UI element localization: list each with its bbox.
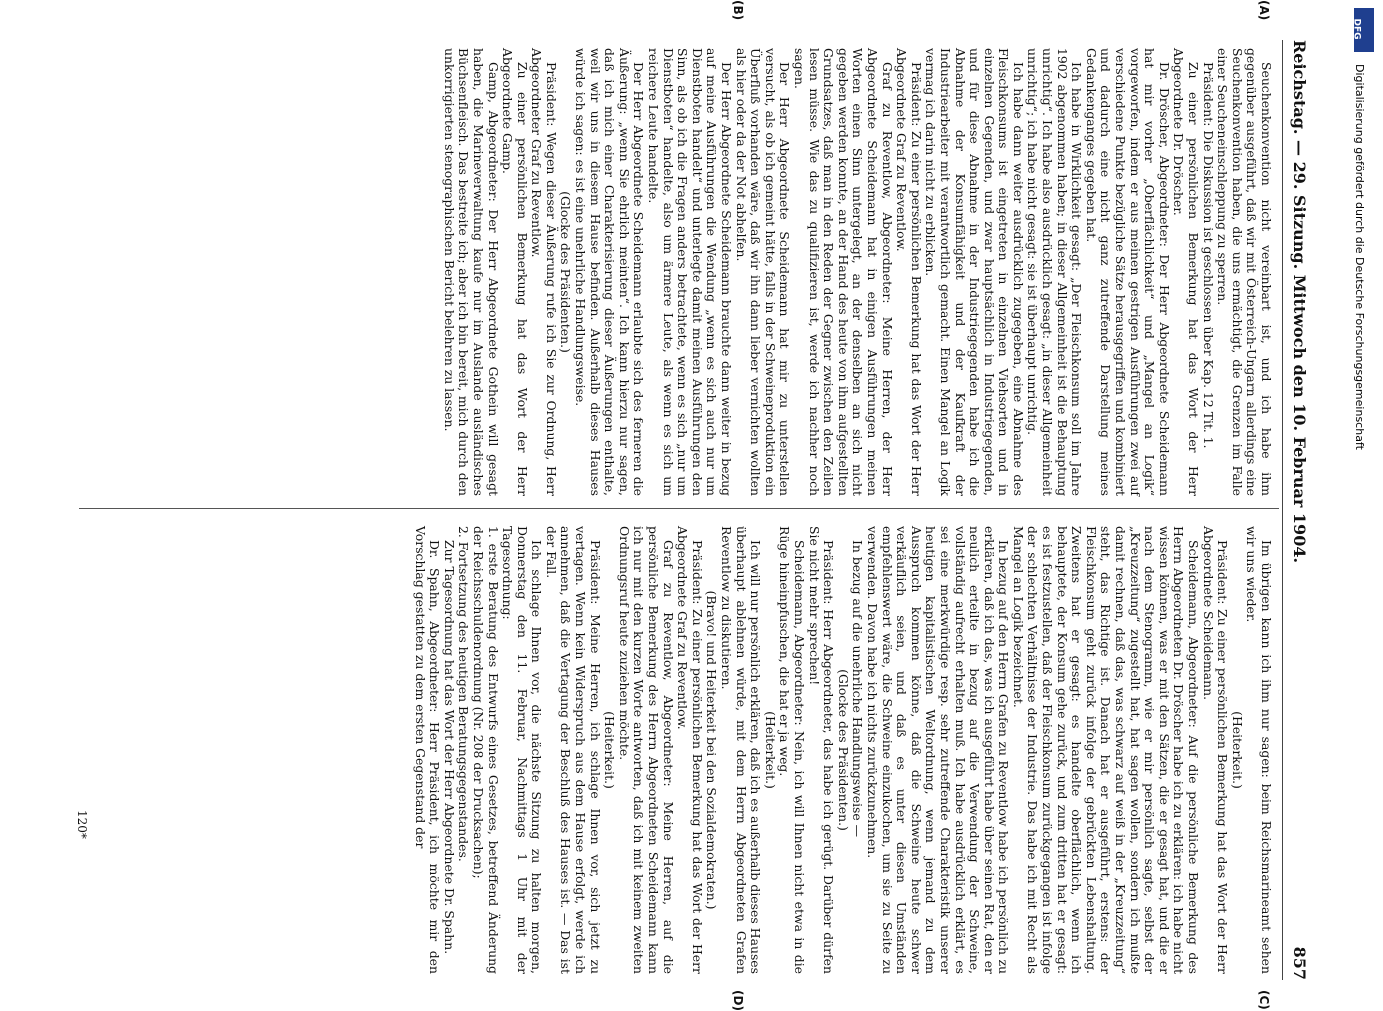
page-number: 857: [1290, 946, 1309, 980]
paragraph: Präsident: Zu einer persönlichen Bemerkung hat das Wort der Herr Abgeordnete Graf zu Reventlow.: [894, 48, 924, 496]
paragraph: Im übrigen kann ich ihm nur sagen: beim Reichsmarineamt sehen wir uns wieder.: [1244, 526, 1274, 974]
digitization-sidebar: [1352, 8, 1378, 708]
paragraph: Seuchenkonvention nicht vereinbart ist, und ich habe ihm gegenüber ausgeführt, daß wir mit Österreich-Ungarn allerdings eine Seuchenkonvention haben, die uns ermächtigt, die Grenzen im Falle einer Seucheneinschleppung zu sperren.: [1215, 48, 1274, 496]
paragraph: Scheidemann, Abgeordneter: Nein, ich will Ihnen nicht etwa in die Rüge hineinpfuschen, die hat er ja weg.: [777, 526, 807, 974]
header-rule: [1282, 40, 1283, 980]
paragraph: Dr. Dröscher, Abgeordneter: Der Herr Abgeordnete Scheidemann hat mir vorher „Oberflächlichkeit“ und „Mangel an Logik“ vorgeworfen, indem er aus meinen gestrigen Ausführungen zwei auf verschiedene Punkte bezügliche Sätze herausgegriffen und kombiniert und dadurch eine nicht ganz zutreffende Darstellung meines Gedankenganges gegeben hat.: [1083, 48, 1172, 496]
paragraph: (Heiterkeit.): [602, 711, 618, 789]
paragraph: In bezug auf den Herrn Grafen zu Reventlow habe ich persönlich zu erklären, daß ich das, was ich ausgeführt habe über seinen Rat, den er neulich erteilte in bezug auf die Verwendung der Schweine, vollständig aufrecht erhalten muß. Ich habe ausdrücklich erklärt, es sei eine merkwürdige resp. sehr zutreffende Charakteristik unserer heutigen kapitalistischen Weltordnung, wenn jemand zu dem Ausspruch kommen könne, daß die Schweine heute schwer verkäuflich seien, und daß es unter diesen Umständen empfehlenswert wäre, die Schweine einzukochen, um sie zu Seite zu verwenden. Davon habe ich nichts zurückzunehmen.: [864, 526, 1012, 974]
paragraph: Präsident: Zu einer persönlichen Bemerkung hat das Wort der Herr Abgeordnete Graf zu Reventlow.: [675, 526, 705, 974]
paragraph: Ich will nur persönlich erklären, daß ich es außerhalb dieses Hauses überhaupt ablehnen würde, mit dem Herrn Abgeordneten Grafen Reventlow zu diskutieren.: [719, 526, 764, 974]
signature-mark: 120*: [75, 810, 89, 839]
paragraph: In bezug auf die unehrliche Handlungsweise —: [850, 540, 866, 838]
paragraph: (Bravo! und Heiterkeit bei den Sozialdemokraten.): [704, 590, 720, 910]
header-title: Reichstag. — 29. Sitzung. Mittwoch den 10. Februar 1904.: [1290, 40, 1309, 564]
paragraph: Scheidemann, Abgeordneter: Auf die persönliche Bemerkung des Herrn Abgeordneten Dr. Dröscher habe ich zu erklären: ich habe nicht wissen können, was er mit den Sätzen, die er gesagt hat, und die er nach dem Stenogramm, wie er mir persönlich sagte, selbst der „Kreuzzeitung“ zugestellt hat, hat sagen wollen, sondern ich mußte damit rechnen, daß das, was schwarz auf weiß in der „Kreuzzeitung“ steht, das Richtige ist. Danach hat er ausgeführt, erstens: der Fleischkonsum geht zurück infolge der gebrückten Lebenshaltung. Zweitens hat er gesagt: es handelte oberflächlich, wenn ich behauptete, der Konsum gehe zurück, und zum dritten hat er gesagt: es ist festzustellen, daß der Fleischkonsum zurückgegangen ist infolge der schlechten Verhältnisse der Industrie. Das habe ich mit Recht als Mangel an Logik bezeichnet.: [1010, 526, 1202, 974]
paragraph: (Heiterkeit.): [1229, 711, 1245, 789]
rotated-document-page: [25, 0, 1315, 1011]
paragraph: Gamp, Abgeordneter: Der Herr Abgeordnete Gothein will gesagt haben, die Marineverwaltung kaufe nur im Auslande ausländisches Büchsenfleisch. Das bestreite ich; aber ich bin bereit, mich durch den unkorrigierten stenographischen Bericht belehren zu lassen.: [441, 48, 501, 496]
paragraph: Graf zu Reventlow, Abgeordneter: Meine Herren, der Herr Abgeordnete Scheidemann hat in einigen Ausführungen meinen Worten einen Sinn untergelegt, an der denselben an sich nicht gegeben werden konnte, an der Hand des heute von ihm aufgestellten Grundsatzes, daß man in den Reden der Gegner zwischen den Zeilen lesen müsse. Wie das zu qualifizieren ist, werde ich nachher noch sagen.: [792, 48, 895, 496]
paragraph: 1. erste Beratung des Entwurfs eines Gesetzes, betreffend Änderung der Reichsschuldenordnung (Nr. 208 der Drucksachen);: [470, 526, 501, 974]
paragraph: Ich schlage Ihnen vor, die nächste Sitzung zu halten morgen, Donnerstag den 11. Februar, Nachmittags 1 Uhr mit der Tagesordnung:: [500, 526, 545, 974]
paragraph: Zu einer persönlichen Bemerkung hat das Wort der Herr Abgeordnete Dr. Dröscher.: [1171, 48, 1202, 496]
margin-marker-b: (B): [731, 0, 745, 21]
paragraph: Der Herr Abgeordnete Scheidemann brauchte dann weiter in bezug auf meine Ausführungen die Wendung „wenn es sich auch nur um Dienstboten handelt“ und unterlegte damit meinen Ausführungen den Sinn, als ob ich die Fragen anders betrachtete, wenn es sich „nur um Dienstboten“ handelte, also um ärmere Leute, als wenn es sich um reichere Leute handelte.: [646, 48, 735, 496]
paragraph: (Glocke des Präsidenten.): [835, 669, 851, 831]
paragraph: (Heiterkeit.): [762, 711, 778, 789]
paragraph: Zu einer persönlichen Bemerkung hat das Wort der Herr Abgeordnete Gamp.: [500, 48, 530, 496]
page-header: [1281, 40, 1315, 980]
paragraph: Präsident: Zu einer persönlichen Bemerkung hat das Wort der Herr Abgeordnete Scheidemann.: [1200, 526, 1231, 974]
paragraph: Der Herr Abgeordnete Scheidemann hat mir zu unterstellen versucht, als ob ich gemeint hätte, falls in der Schweineproduktion ein Überfluß vorhanden wäre, daß wir ihn dann lieber vernichten wollten als hier oder da der Not abhelfen.: [733, 48, 793, 496]
dfg-logo-icon: DFG: [1354, 8, 1374, 52]
right-column: [412, 526, 1273, 974]
paragraph: 2. Fortsetzung des heutigen Beratungsgegenstandes.: [456, 526, 472, 862]
paragraph: Präsident: Wegen dieser Äußerung rufe ich Sie zur Ordnung, Herr Abgeordneter Graf zu Reventlow.: [529, 48, 559, 496]
margin-marker-c: (C): [1257, 990, 1271, 1010]
paragraph: Präsident: Meine Herren, ich schlage Ihnen vor, sich jetzt zu vertagen. Wenn kein Widerspruch aus dem Hause erfolgt, werde ich annehmen, daß die Vertagung der Beschluß des Hauses ist. — Das ist der Fall.: [543, 526, 603, 974]
margin-marker-a: (A): [1257, 0, 1271, 21]
paragraph: Ich habe in Wirklichkeit gesagt: „Der Fleischkonsum soll im Jahre 1902 abgenommen haben; in dieser Allgemeinheit ist die Behauptung unrichtig“. Ich habe also ausdrücklich gesagt: „in dieser Allgemeinheit unrichtig“; ich habe nicht gesagt: sie ist überhaupt unrichtig.: [1025, 48, 1085, 496]
paragraph: Dr. Spahn, Abgeordneter: Herr Präsident, ich möchte mir den Vorschlag gestatten zu dem ersten Gegenstand der: [412, 526, 443, 974]
margin-marker-d: (D): [731, 990, 745, 1011]
paragraph: Zur Tagesordnung hat das Wort der Herr Abgeordnete Dr. Spahn.: [441, 540, 457, 955]
paragraph: Ich habe dann weiter ausdrücklich zugegeben, eine Abnahme des Fleischkonsums ist eingetreten in einzelnen Viehsorten und in einzelnen Gegenden, und zwar hauptsächlich in Industriegegenden, und für diese Abnahme in der Industriegegenden habe ich die Abnahme der Konsumfähigkeit und der Kaufkraft der Industriearbeiter mit verantwortlich gemacht. Einen Mangel an Logik vermag ich darin nicht zu erblicken.: [923, 48, 1026, 496]
column-divider: [79, 508, 1279, 509]
paragraph: Präsident: Die Diskussion ist geschlossen über Kap. 12 Tit. 1.: [1200, 62, 1216, 449]
digitization-credit: Digitalisierung gefördert durch die Deutsche Forschungsgemeinschaft: [1353, 64, 1366, 450]
paragraph: (Glocke des Präsidenten.): [558, 191, 574, 353]
left-column: [441, 48, 1273, 496]
paragraph: Präsident: Herr Abgeordneter, das habe ich gerügt. Darüber dürfen Sie nicht mehr sprechen!: [806, 526, 837, 974]
paragraph: Der Herr Abgeordnete Scheidemann erlaubte sich des ferneren die Äußerung: „wenn Sie ehrlich meinten“. Ich kann hierzu nur sagen, daß ich mich einer Charakterisierung dieser Äußerungen enthalte, weil wir uns in diesem Hause befinden. Außerhalb dieses Hauses würde ich sagen: es ist eine unehrliche Handlungsweise.: [573, 48, 647, 496]
paragraph: Graf zu Reventlow, Abgeordneter: Meine Herren, auf die persönliche Bemerkung des Herrn Abgeordneten Scheidemann kann ich nur mit den kurzen Worte antworten, daß ich mit keinem zweiten Ordnungsruf heute zuziehen möchte.: [616, 526, 676, 974]
